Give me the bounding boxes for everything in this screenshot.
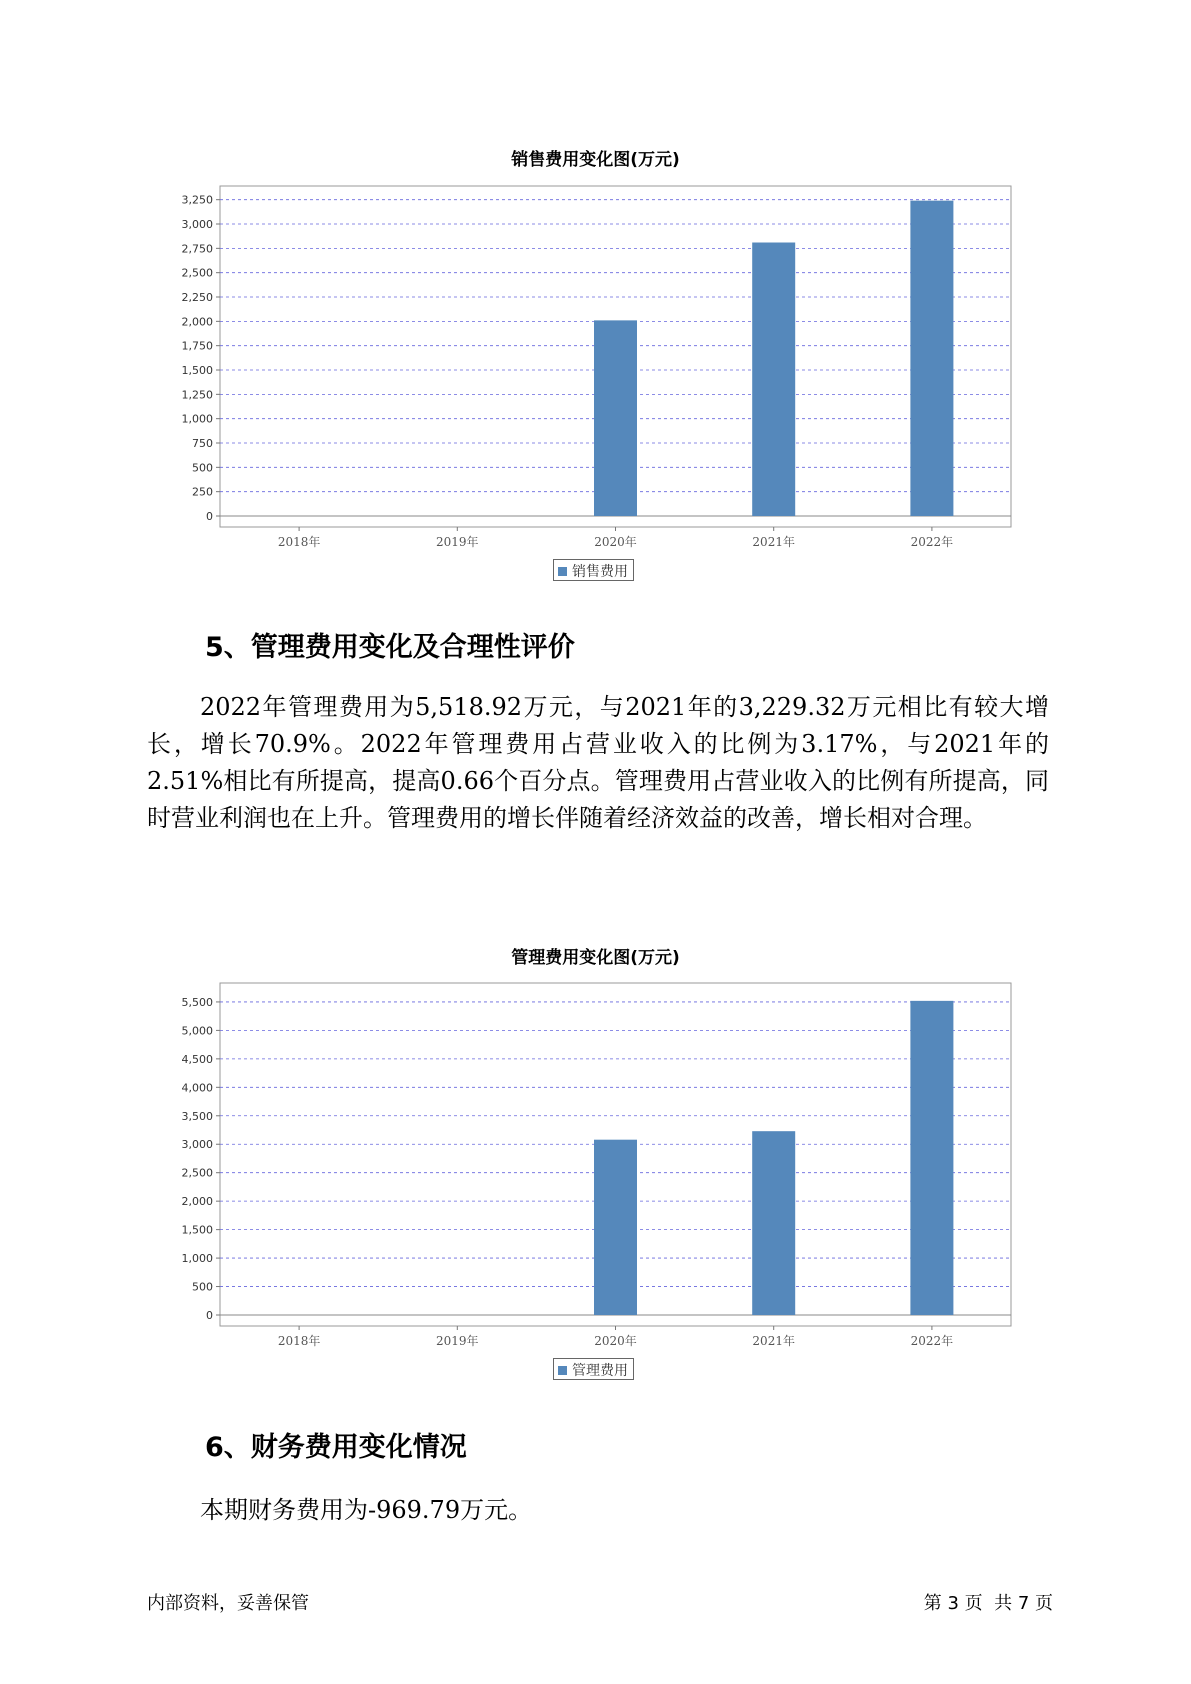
x-tick-label: 2021年 xyxy=(752,1334,795,1348)
legend-swatch xyxy=(558,1366,567,1375)
y-tick-label: 1,500 xyxy=(181,364,213,378)
y-tick-label: 250 xyxy=(192,485,213,499)
x-tick-label: 2018年 xyxy=(277,1334,321,1348)
y-tick-label: 2,250 xyxy=(181,291,213,305)
y-tick-label: 1,500 xyxy=(181,1223,213,1237)
section-6-paragraph: 本期财务费用为-969.79万元。 xyxy=(200,1496,533,1524)
legend-label: 管理费用 xyxy=(572,1363,628,1379)
sales-expense-chart-title: 销售费用变化图(万元) xyxy=(511,150,680,170)
section-5-paragraph: 2022年管理费用为5,518.92万元，与2021年的3,229.32万元相比有较大增长，增长70.9%。2022年管理费用占营业收入的比例为3.17%，与2021年的2.51%相比有所提高，提高0.66个百分点。管理费用占营业收入的比例有所提高，同时营业利润也在上升。管理费用的增长伴随着经济效益的改善，增长相对合理。 xyxy=(147,693,1049,832)
y-tick-label: 0 xyxy=(206,1309,213,1322)
y-tick-label: 4,500 xyxy=(181,1052,213,1066)
y-tick-label: 2,000 xyxy=(181,1195,213,1209)
bar xyxy=(752,1131,795,1315)
y-tick-label: 4,000 xyxy=(181,1081,213,1095)
x-tick-label: 2021年 xyxy=(752,535,795,549)
x-tick-label: 2020年 xyxy=(594,535,637,549)
y-tick-label: 1,000 xyxy=(181,1252,213,1266)
y-tick-label: 3,500 xyxy=(181,1109,213,1123)
x-tick-label: 2020年 xyxy=(594,1334,637,1348)
footer-page-number: 第 3 页 共 7 页 xyxy=(923,1593,1053,1614)
y-tick-label: 3,000 xyxy=(181,218,213,232)
section-6-heading: 6、财务费用变化情况 xyxy=(205,1432,467,1463)
y-tick-label: 2,500 xyxy=(181,1166,213,1180)
y-tick-label: 5,500 xyxy=(181,995,213,1009)
x-tick-label: 2018年 xyxy=(277,535,321,549)
y-tick-label: 1,750 xyxy=(181,339,213,353)
bar xyxy=(594,1140,637,1315)
y-tick-label: 3,250 xyxy=(181,193,213,207)
y-tick-label: 0 xyxy=(206,510,213,523)
x-tick-label: 2019年 xyxy=(436,535,479,549)
y-tick-label: 500 xyxy=(192,461,213,475)
x-tick-label: 2022年 xyxy=(910,535,954,549)
admin-expense-legend xyxy=(553,1358,634,1380)
y-tick-label: 1,000 xyxy=(181,412,213,426)
footer-left: 内部资料，妥善保管 xyxy=(147,1593,309,1614)
y-tick-label: 1,250 xyxy=(181,388,213,402)
y-tick-label: 2,000 xyxy=(181,315,213,329)
bar xyxy=(910,1001,953,1315)
section-5-heading: 5、管理费用变化及合理性评价 xyxy=(205,632,575,663)
x-tick-label: 2022年 xyxy=(910,1334,954,1348)
y-tick-label: 750 xyxy=(192,437,213,451)
y-tick-label: 2,500 xyxy=(181,266,213,280)
y-tick-label: 500 xyxy=(192,1280,213,1294)
x-tick-label: 2019年 xyxy=(436,1334,479,1348)
y-tick-label: 5,000 xyxy=(181,1024,213,1038)
y-tick-label: 3,000 xyxy=(181,1138,213,1152)
y-tick-label: 2,750 xyxy=(181,242,213,256)
legend-label: 销售费用 xyxy=(572,564,628,580)
admin-expense-chart-title: 管理费用变化图(万元) xyxy=(511,948,680,968)
